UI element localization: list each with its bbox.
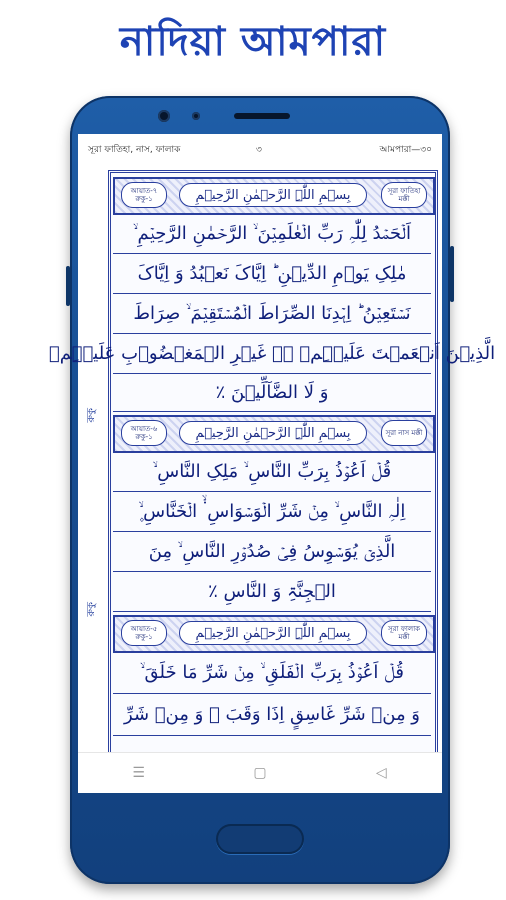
volume-button[interactable] <box>66 266 70 306</box>
header-para-name: আমপারা—৩০ <box>379 145 432 155</box>
bismillah: بِسۡمِ اللّٰہِ الرَّحۡمٰنِ الرَّحِیۡمِ <box>179 621 367 645</box>
ayah-count-badge: আয়াত-৭ রুকু-১ <box>121 182 167 208</box>
phone-frame <box>48 96 496 884</box>
ayah-line: قُلۡ اَعُوۡذُ بِرَبِّ النَّاسِ ۙ مَلِکِ النَّاسِ ۙ <box>113 451 431 492</box>
home-button[interactable]: ▢ <box>253 765 267 781</box>
quran-page-screen[interactable] <box>48 134 496 790</box>
recent-apps-button[interactable]: ☰ <box>132 765 145 781</box>
page-header <box>78 134 442 160</box>
ayah-count-badge: আয়াত-৬ রুকু-১ <box>121 420 167 446</box>
bismillah: بِسۡمِ اللّٰہِ الرَّحۡمٰنِ الرَّحِیۡمِ <box>179 421 367 445</box>
earpiece-speaker <box>234 113 290 119</box>
power-button[interactable] <box>450 246 454 302</box>
android-nav-bar <box>78 752 442 793</box>
header-surah-names: সূরা ফাতিহা, নাস, ফালাক <box>88 145 181 155</box>
ayah-line: نَسۡتَعِیۡنُ ؕ اِہۡدِنَا الصِّرَاطَ الۡمُسۡتَقِیۡمَ ۙ صِرَاطَ <box>113 293 431 334</box>
ayah-line: وَ مِنۡ شَرِّ غَاسِقٍ اِذَا وَقَبَ ۙ وَ مِنۡ شَرِّ <box>113 693 431 736</box>
back-button[interactable]: ◁ <box>375 765 387 781</box>
app-title: নাদিয়া আমপারা <box>119 18 387 65</box>
surah-name-badge: সূরা ফাতিহা মক্কী <box>381 182 427 208</box>
surah-name-badge: সূরা ফালাক মক্কী <box>381 620 427 646</box>
ayah-line: الَّذِیۡ یُوَسۡوِسُ فِیۡ صُدُوۡرِ النَّاسِ ۙ مِنَ <box>113 531 431 572</box>
ayah-count-badge: আয়াত-৫ রুকু-১ <box>121 620 167 646</box>
ayah-line: مٰلِکِ یَوۡمِ الدِّیۡنِ ؕ اِیَّاکَ نَعۡبُدُ وَ اِیَّاکَ <box>113 253 431 294</box>
surah-header-nas <box>113 415 435 453</box>
ayah-line: اِلٰہِ النَّاسِ ۙ مِنۡ شَرِّ الۡوَسۡوَاسِ ۬ۙ الۡخَنَّاسِ ۪ۙ <box>113 491 431 532</box>
ayah-line: اَلۡحَمۡدُ لِلّٰہِ رَبِّ الۡعٰلَمِیۡنَ ۙ الرَّحۡمٰنِ الرَّحِیۡمِ ۙ <box>113 213 431 254</box>
app-banner <box>0 0 506 86</box>
ayah-line: وَ لَا الضَّآلِّیۡنَ ٪ <box>113 373 431 412</box>
ayah-line: قُلۡ اَعُوۡذُ بِرَبِّ الۡفَلَقِ ۙ مِنۡ شَرِّ مَا خَلَقَ ۙ <box>113 651 431 694</box>
mushaf-page <box>48 170 496 776</box>
ruku-marker: রুকু <box>86 408 97 423</box>
sensor-icon <box>192 112 200 120</box>
phone-top-bezel <box>70 96 450 134</box>
ayah-line: الَّذِیۡنَ اَنۡعَمۡتَ عَلَیۡہِمۡ ۬ۙ غَیۡرِ الۡمَغۡضُوۡبِ عَلَیۡہِمۡ <box>113 333 431 374</box>
front-camera-icon <box>158 110 170 122</box>
bismillah: بِسۡمِ اللّٰہِ الرَّحۡمٰنِ الرَّحِیۡمِ <box>179 183 367 207</box>
ayah-line: الۡجِنَّۃِ وَ النَّاسِ ٪ <box>113 571 431 612</box>
surah-header-falaq <box>113 615 435 653</box>
header-page-number: ৩ <box>256 145 262 155</box>
surah-name-badge: সূরা নাস মক্কী <box>381 420 427 446</box>
surah-header-fatiha <box>113 177 435 215</box>
ruku-marker: রুকু <box>86 602 97 617</box>
physical-home-button[interactable] <box>216 824 304 854</box>
